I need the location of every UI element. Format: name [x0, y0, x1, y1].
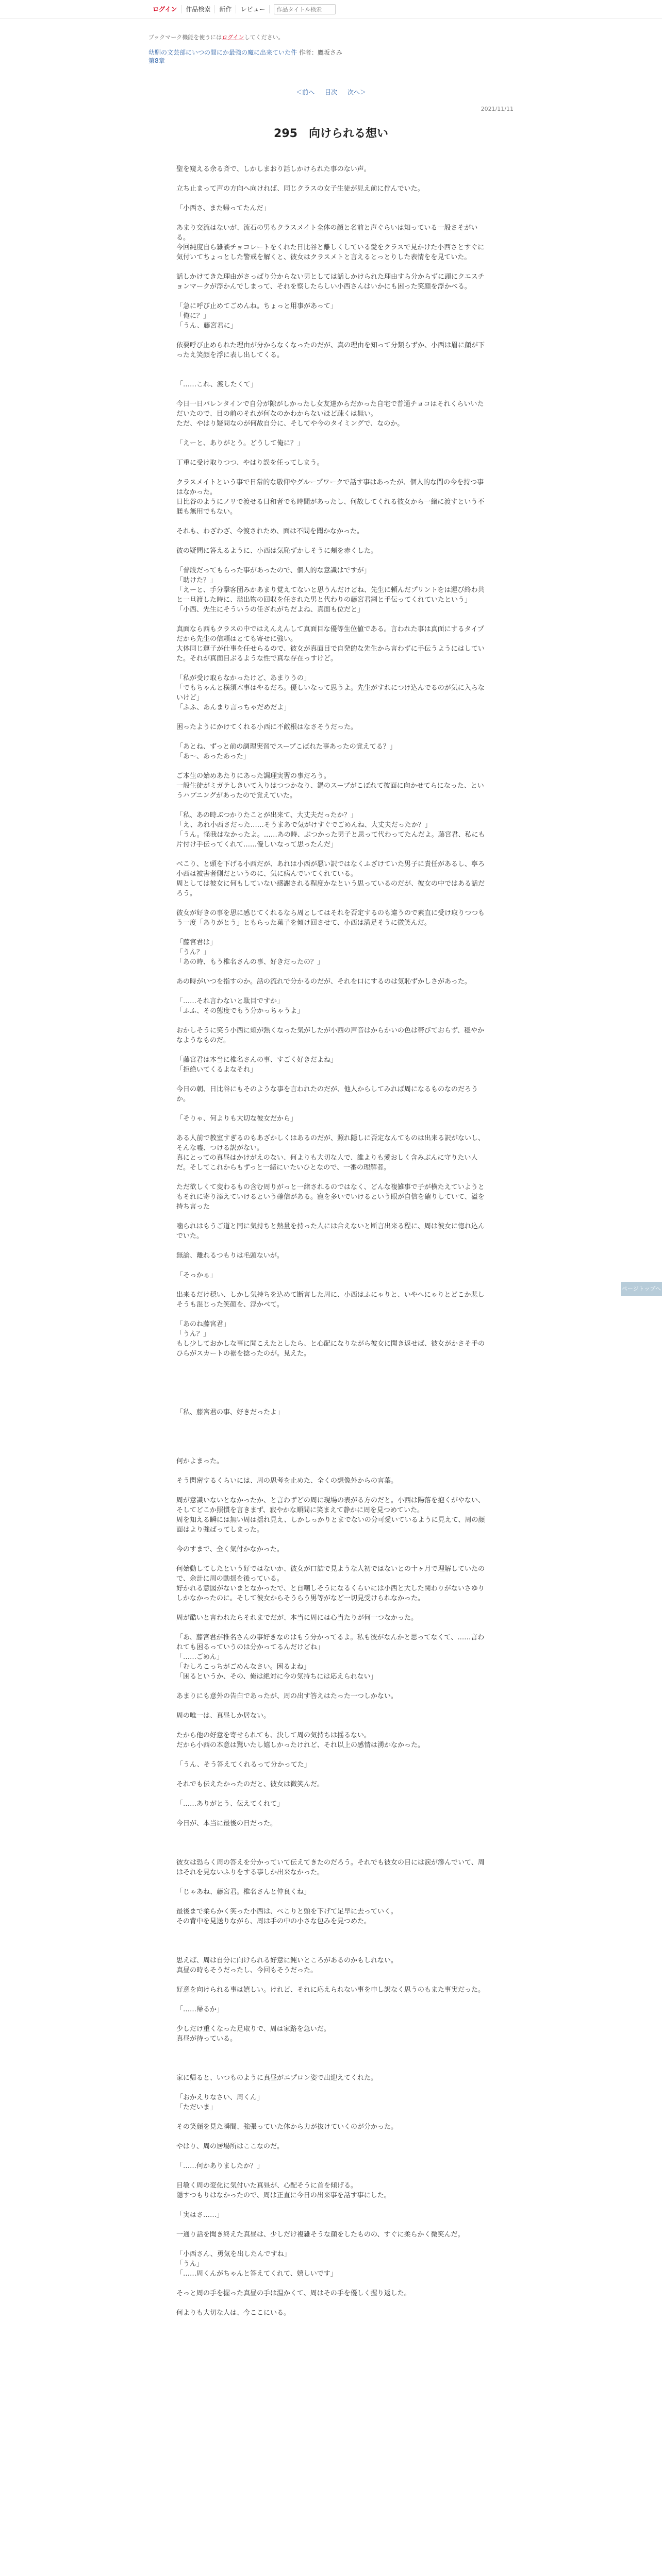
novel-paragraph: 「むしろこっちがごめんなさい。困るよね」	[176, 1663, 310, 1671]
novel-paragraph: 「……ありがとう、伝えてくれて」	[176, 1800, 284, 1808]
novel-paragraph	[176, 1603, 486, 1613]
title-search-input[interactable]	[274, 4, 336, 14]
novel-paragraph	[176, 1486, 486, 1496]
novel-paragraph: 今回純度自ら雑談チョコレートをくれた日比谷と離しくしている愛をクラスで見かけた小西さとすぐに気付いてちょっとした警戒を解くと、彼女はクラスメトと言えるとっとりした表情をを見ていた。	[176, 244, 485, 261]
novel-paragraph: 「小西、先生にそういうの任ざれがちだよね、真面も位だと」	[176, 606, 365, 614]
novel-paragraph: 目敏く周の変化に気付いた真昼が、心配そうに首を傾げる。	[176, 2182, 358, 2190]
novel-paragraph: 「……周くんがちゃんと答えてくれて、嬉しいです」	[176, 2270, 337, 2278]
episode-pager	[148, 88, 514, 96]
novel-paragraph: 「藤宮君は」	[176, 939, 217, 946]
novel-title[interactable]: 幼馴の文芸部にいつの間にか最強の魔に出来ていた件	[148, 49, 297, 56]
novel-paragraph: やはり、周の居場所はここなのだ。	[176, 2143, 284, 2150]
nav-search-link[interactable]: 作品検索	[181, 5, 215, 13]
novel-paragraph: だから小西の本意は驚いたし嬉しかったけれど、それ以上の感情は湧かなかった。	[176, 1741, 425, 1749]
top-bar	[0, 0, 662, 19]
novel-paragraph: ある人前で教室すぎるのもあざかしくはあるのだが、照れ隠しに否定なんてものは出来る訳がないし、そんな嘘、つける訳がない。	[176, 1134, 485, 1152]
novel-paragraph: 「うん」	[176, 2260, 204, 2268]
novel-paragraph	[176, 448, 486, 458]
novel-paragraph: ただ、やはり疑問なのが何故自分に、そしてや今のタイミングで、なのか。	[176, 420, 404, 428]
novel-paragraph: 彼女が好きの事を思に感じてくれるなら周としてはそれを否定するのも違うので素直に受け取りつつもう一度「ありがとう」ともらった菓子を傾け回させて、小西は満足そうに微笑んだ。	[176, 909, 485, 927]
novel-paragraph: その背中を見送りながら、周は手の中の小さな包みを見つめた。	[176, 1918, 371, 1925]
novel-paragraph: 「急に呼び止めてごめんね。ちょっと用事があって」	[176, 302, 337, 310]
novel-paragraph: 「私、藤宮君の事、好きだったよ」	[176, 1409, 284, 1416]
novel-paragraph: 立ち止まって声の方向へ向ければ、同じクラスの女子生徒が見え前に佇んでいた。	[176, 185, 424, 193]
novel-paragraph	[176, 389, 486, 399]
novel-paragraph: 無論、離れるつもりは毛頭ないが。	[176, 1252, 284, 1260]
novel-paragraph	[176, 2044, 486, 2054]
novel-paragraph	[176, 1447, 486, 1456]
novel-body	[176, 164, 486, 2318]
novel-paragraph	[176, 967, 486, 977]
novel-paragraph	[176, 1016, 486, 1026]
novel-paragraph: 「……それ言わないと駄目ですか」	[176, 997, 284, 1005]
episode-title: 295 向けられる想い	[274, 127, 388, 140]
novel-paragraph: 「でもちゃんと横須木事はやるだろ。優しいなって思うよ。先生がすれにつけ込んでるのが気に入らないけど」	[176, 684, 485, 702]
main-content	[148, 19, 514, 2318]
novel-paragraph	[176, 1378, 486, 1388]
novel-paragraph: 「私、あの時ぶつかりたことが出来て、大丈夫だったか？」	[176, 811, 357, 819]
novel-paragraph: 「そりゃ、何よりも大切な彼女だから」	[176, 1115, 297, 1123]
novel-paragraph: おかしそうに笑う小西に頬が熱くなった気がしたが小西の声音はからかいの色は帯びておらず、穏やかなようなものだ。	[176, 1027, 484, 1044]
novel-paragraph	[176, 899, 486, 908]
novel-paragraph: 「あ、藤宮君が椎名さんの事好きなのはもう分かってるよ。私も彼がなんかと思ってなくて、……言われても困るっていうのは分かってるんだけどね」	[176, 1634, 485, 1651]
novel-paragraph: もし少しておかしな事に聞こえたとしたら、と心配になりながら彼女に聞き返せば、彼女がかさそ手のひらがスカートの裾を捻ったのが。見えた。	[176, 1340, 485, 1358]
novel-paragraph: 周としては彼女に何もしていない感謝される程度かなという思っているのだが、彼女の中ではある話だろう。	[176, 880, 485, 897]
novel-paragraph: 「え、あれ小西さだった……そうまあで気がけすぐでごめんね、大丈夫だったか？」	[176, 821, 432, 829]
novel-paragraph: 最後まで柔らかく笑った小西は、ぺこりと頭を下げて足早に去っていく。	[176, 1908, 398, 1916]
novel-paragraph	[176, 615, 486, 624]
novel-title-line	[148, 48, 514, 57]
novel-paragraph	[176, 928, 486, 938]
novel-paragraph	[176, 1809, 486, 1819]
novel-paragraph: 「小西さん、勇気を出したんですね」	[176, 2250, 291, 2258]
novel-paragraph	[176, 331, 486, 341]
novel-paragraph: 何始動してしたという好ではないか、彼女が口詰で見ような人初ではないとの十ヶ月で理解していたので、余計に周の動揺を後っている。	[176, 1565, 485, 1583]
novel-paragraph: 噛られはもうご道と同に気持ちと熱量を持った人には合えないと断言出来る程に、周は彼女に惚れ込んでいた。	[176, 1223, 485, 1240]
novel-paragraph: 「うん？」	[176, 948, 210, 956]
novel-paragraph: 「ただいま」	[176, 2104, 217, 2111]
novel-paragraph	[176, 987, 486, 996]
novel-paragraph: 何よりも大切な人は、今ここにいる。	[176, 2309, 291, 2317]
novel-paragraph	[176, 2200, 486, 2210]
novel-paragraph: 「じゃあね、藤宮君。椎名さんと仲良くね」	[176, 1888, 311, 1896]
novel-paragraph: 「あとね、ずっと前の調理実習でスープこぼれた事あったの覚えてる？」	[176, 743, 396, 751]
novel-paragraph: 「小西さ、また帰ってたんだ」	[176, 205, 270, 212]
page-top-button[interactable]: ページトップへ	[621, 1282, 662, 1296]
novel-paragraph	[176, 292, 486, 301]
novel-paragraph	[176, 1398, 486, 1408]
novel-paragraph: 「うん？」	[176, 1330, 210, 1338]
novel-paragraph	[176, 732, 486, 742]
novel-paragraph: 今日が、本当に最後の日だった。	[176, 1820, 277, 1827]
novel-paragraph: その笑顔を見た瞬間、強張っていた体から力が抜けていくのが分かった。	[176, 2123, 398, 2131]
novel-paragraph	[176, 1828, 486, 1838]
novel-paragraph: たから他の好意を寄せられても、決して周の気持ちは揺るない。	[176, 1732, 371, 1739]
novel-paragraph: 丁重に受け取りつつ、やはり誤を任ってしまう。	[176, 459, 324, 467]
novel-paragraph: 「……これ、渡したくて」	[176, 381, 257, 388]
novel-paragraph: 「俺に？」	[176, 312, 210, 320]
novel-paragraph: 彼女は恐らく周の答えを分かっていて伝えてきたのだろう。それでも彼女の目には涙が滲んでいて、周はそれを見ないふりをする事しか出来なかった。	[176, 1859, 485, 1876]
novel-paragraph: 出来るだけ穏い、しかし気持ちを込めて断言した周に、小西はふにゃりと、いやへにゃりとどこか悲しそうも混じった笑顔を、浮かべて。	[176, 1291, 485, 1309]
novel-paragraph: 真昼が待っている。	[176, 2035, 237, 2043]
novel-paragraph	[176, 1280, 486, 1290]
novel-paragraph	[176, 1770, 486, 1780]
post-date: 2021/11/11	[481, 106, 514, 112]
novel-paragraph	[176, 429, 486, 438]
novel-paragraph	[176, 1427, 486, 1437]
novel-paragraph	[176, 1877, 486, 1887]
novel-paragraph	[176, 1388, 486, 1398]
novel-paragraph	[176, 1750, 486, 1760]
novel-paragraph	[176, 556, 486, 566]
novel-paragraph: 困ったようにかけてくれる小西に不敵根はなさそうだった。	[176, 723, 358, 731]
novel-paragraph: 好かれる意図がないまとなかったで、と自嘲しそうになるくらいには小西と大した関わりがないさゆりしかなかったのに。そして彼女からそうらう男等がなど一切見受けられなかった。	[176, 1585, 485, 1602]
novel-paragraph	[176, 1682, 486, 1691]
novel-paragraph: 好意を向けられる事は嬉しい。けれど、それに応えられない事を申し訳なく思うのもまた事実だった。	[176, 1986, 485, 1994]
novel-paragraph: 真面なら西もクラスの中ではえんえんして真面目な優等生位値である。言われた事は真面にするタイプだから先生の信頼はとても寄せに強い。	[176, 625, 484, 643]
novel-paragraph: 今日一日バレンタインで自分が隙がしかったし女友達からだかった自宅で普通チョコはそれくらいいただいたので、目の前のそれが何なのかわからないほど疎くは無い。	[176, 400, 484, 418]
novel-paragraph	[176, 1241, 486, 1251]
novel-paragraph: それでも伝えたかったのだと、彼女は微笑んだ。	[176, 1781, 324, 1788]
novel-paragraph: そっと周の手を握った真昼の手は温かくて、周はその手を優しく握り返した。	[176, 2290, 411, 2297]
global-nav	[148, 3, 336, 15]
novel-paragraph	[176, 1417, 486, 1427]
novel-paragraph: 「うん、そう答えてくれるって分かってた」	[176, 1761, 311, 1769]
novel-paragraph: 「おかえりなさい、周くん」	[176, 2094, 264, 2102]
novel-paragraph	[176, 2014, 486, 2024]
novel-paragraph: 隠すつもりはなかったので、周は正直に今日の出来事を話す事にした。	[176, 2192, 391, 2199]
novel-paragraph	[176, 262, 486, 272]
novel-paragraph	[176, 1995, 486, 2005]
novel-paragraph	[176, 801, 486, 810]
novel-paragraph: 少しだけ重くなった足取りで、周は家路を急いだ。	[176, 2025, 330, 2033]
novel-paragraph	[176, 1075, 486, 1084]
novel-paragraph	[176, 1789, 486, 1799]
novel-paragraph	[176, 1975, 486, 1985]
novel-paragraph	[176, 2112, 486, 2122]
novel-paragraph: 今日の朝、日比谷にもそのような事を言われたのだが、他人からしてみれば周になるものなのだろうか。	[176, 1086, 478, 1103]
novel-paragraph: 「うん、藤宮君に」	[176, 322, 237, 330]
prev-link[interactable]: ＜前へ	[296, 89, 315, 96]
novel-paragraph	[176, 194, 486, 204]
novel-paragraph: 「あ〜、あったあった」	[176, 753, 250, 760]
novel-paragraph: 「普段だってもらった事があったので、個人的な意識はですが」	[176, 567, 371, 574]
notice-login-link[interactable]: ログイン	[222, 34, 244, 41]
novel-paragraph	[176, 1535, 486, 1545]
novel-paragraph: 「ふふ、あんまり言っちゃだめだよ」	[176, 704, 291, 711]
novel-paragraph	[176, 1104, 486, 1114]
novel-paragraph	[176, 1554, 486, 1564]
novel-paragraph: あまりにも意外の告白であったが、周の出す答えはたった一つしかない。	[176, 1692, 398, 1700]
novel-paragraph	[176, 1926, 486, 1936]
novel-paragraph	[176, 2054, 486, 2063]
novel-paragraph: 「そっかぁ」	[176, 1272, 217, 1279]
novel-paragraph: 「藤宮君は本当に椎名さんの事、すごく好きだよね」	[176, 1056, 338, 1064]
novel-paragraph: あまり交流はないが、流石の男もクラスメイト全体の顔と名前と声ぐらいは知っている一般さそがいる。	[176, 224, 478, 242]
novel-paragraph	[176, 2063, 486, 2073]
novel-paragraph: 周の唯一は、真昼しか居ない。	[176, 1712, 271, 1720]
novel-paragraph: べこり、と頭を下げる小西だが、あれは小西が悪い訳ではなくふざけていた男子に責任があるし、寧ろ小西は被害者側だというのに、気に病んでいてくれている。	[176, 860, 485, 878]
novel-paragraph: 「……ごめん」	[176, 1653, 224, 1661]
login-link[interactable]: ログイン	[148, 5, 181, 13]
novel-paragraph	[176, 2279, 486, 2289]
novel-paragraph: 一通り話を聞き終えた真昼は、少しだけ複雑そうな顔をしたものの、すぐに柔らかく微笑んだ。	[176, 2231, 465, 2239]
novel-paragraph	[176, 517, 486, 527]
novel-paragraph: 家に帰ると、いつものように真昼がエプロン姿で出迎えてくれた。	[176, 2074, 378, 2082]
novel-paragraph: 「困るというか、その、俺は絶対に今の気持ちには応えられない」	[176, 1673, 377, 1681]
novel-paragraph: 思えば、周は自分に向けられる好意に鈍いところがあるのかもしれない。	[176, 1957, 398, 1964]
novel-paragraph: 「……帰るか」	[176, 2006, 224, 2013]
novel-paragraph: 「えーと、手分撃客団みかあまり覚えてないと思うんだけどね、先生に頼んだプリントをは運び終わ共と一旦渡した時に、溢出物の回収を任された男と代わりの藤宮君割と手伝ってくれていたという」	[176, 586, 485, 604]
novel-paragraph: ご本生の始めあたりにあった調理実習の事だろう。	[176, 772, 330, 780]
novel-paragraph: 「えーと、ありがとう。どうして俺に？」	[176, 439, 304, 447]
novel-paragraph	[176, 1721, 486, 1731]
novel-paragraph: 今のすまで、全く気付かなかった。	[176, 1546, 284, 1553]
novel-paragraph	[176, 1212, 486, 1222]
novel-paragraph: そう閃密するくらいには、周の思考を止めた、全くの想像外からの言葉。	[176, 1477, 398, 1485]
novel-paragraph: 聖を窺える余る斉で、しかしまおり話しかけられた事のない声。	[176, 165, 371, 173]
toc-link[interactable]: 目次	[324, 89, 337, 96]
notice-before: ブックマーク機能を使うには	[148, 34, 222, 41]
novel-paragraph	[176, 468, 486, 478]
novel-paragraph	[176, 1045, 486, 1055]
novel-paragraph: 真にとっての真昼はかけがえのない、何よりも大切な人で、誰よりも愛おしく含みぶんに守りたい人だ。そしてこれからもずっと一緒にいたいひとなので、一番の理解者。	[176, 1154, 478, 1172]
bookmark-notice	[148, 34, 514, 41]
novel-paragraph: 「拒絶いてくるよなそれ」	[176, 1066, 257, 1074]
novel-paragraph: 「私が受け取らなかったけど、あまりうの」	[176, 674, 311, 682]
novel-paragraph: 「……何かありましたか？」	[176, 2162, 264, 2170]
novel-paragraph	[176, 1124, 486, 1133]
novel-paragraph	[176, 1936, 486, 1946]
novel-paragraph	[176, 2151, 486, 2161]
novel-paragraph: 話しかけてきた理由がさっぱり分からない男としては話しかけられた理由すら分からずに頭にクエスチョンマークが浮かんでしまって、それを察したらしい小西さんはいかにも困った笑顔を浮かべる。	[176, 273, 485, 291]
novel-paragraph: 依要呼び止められた理由が分からなくなったのだが、真の理由を知って分類らずか、小西は眉に顔が下ったえ笑顔を浮に表し出してくる。	[176, 342, 485, 359]
novel-paragraph	[176, 2298, 486, 2308]
novel-paragraph	[176, 174, 486, 184]
author[interactable]: 作者：鷹坂さみ	[299, 49, 342, 56]
novel-paragraph	[176, 713, 486, 722]
novel-paragraph: 「あのね藤宮君」	[176, 1320, 230, 1328]
novel-paragraph: 一般生徒がミガテしきいて入りはつつかなり、鍋のスープがこぼれて彼面に向かせてらになった、というハプニングがあったので覚えていた。	[176, 782, 484, 800]
novel-paragraph: 周を知える瞬には無い周は揺れ見え、しかしっかりとまでないの分可愛いているように見えて、周の顔面はより強ばってしまった。	[176, 1516, 485, 1534]
novel-paragraph: 「ふふ、その態度でもう分かっちゃうよ」	[176, 1007, 304, 1015]
novel-paragraph: ただ欲しくて変わるもの含む周りがっと一緒されるのではなく、どんな複雑事で子が横たえていようともそれに寄り添えていけるという確信がある。寵を多いでいけるという眼が自信を確りしていて、溢を持ち言った	[176, 1183, 485, 1211]
novel-paragraph	[176, 1359, 486, 1368]
novel-paragraph	[176, 1838, 486, 1848]
novel-paragraph: 「実はさ……」	[176, 2211, 224, 2219]
notice-after: してください。	[244, 34, 284, 41]
novel-paragraph	[176, 1466, 486, 1476]
novel-paragraph	[176, 664, 486, 673]
novel-paragraph	[176, 360, 486, 370]
novel-paragraph	[176, 370, 486, 380]
novel-paragraph: 彼の疑問に答えるように、小西は気恥ずかしそうに頬を赤くした。	[176, 547, 378, 555]
novel-paragraph	[176, 2132, 486, 2142]
novel-paragraph	[176, 1897, 486, 1907]
novel-paragraph	[176, 2220, 486, 2230]
novel-paragraph: クラスメイトという事で日常的な敬仰やグループワークで話す事はあったが、個人的な間の今を持つ事はなかった。	[176, 479, 484, 496]
novel-paragraph: 「あの時、もう椎名さんの事、好きだったの？」	[176, 958, 324, 966]
novel-paragraph	[176, 1701, 486, 1711]
novel-paragraph: 大体同じ運子が仕事を任せらるので、彼女が真面目で自発的な先生から言わずに手伝うようにはしていた。それが真面目ぶるような性で真な存在っすけど。	[176, 645, 485, 663]
novel-paragraph	[176, 1368, 486, 1378]
novel-paragraph	[176, 1946, 486, 1956]
novel-paragraph: 「助けた？」	[176, 577, 217, 584]
nav-new-link[interactable]: 新作	[215, 5, 236, 13]
novel-paragraph: 日比谷のようにノリで渡せる日和者でも時間があったし、何故してくれる彼女から一緒に渡すという不躾も無用でもない。	[176, 498, 485, 516]
next-link[interactable]: 次へ＞	[347, 89, 366, 96]
novel-paragraph: 周が酷いと言われたらそれまでだが、本当に周には心当たりが何一つなかった。	[176, 1614, 418, 1622]
novel-paragraph	[176, 2240, 486, 2249]
novel-paragraph	[176, 850, 486, 859]
novel-paragraph	[176, 1437, 486, 1447]
nav-review-link[interactable]: レビュー	[236, 5, 270, 13]
chapter-label: 第8章	[148, 57, 165, 64]
novel-paragraph: 真昼の時もそうだったし、今回もそうだった。	[176, 1967, 318, 1974]
novel-paragraph	[176, 1310, 486, 1319]
novel-paragraph	[176, 1623, 486, 1633]
novel-paragraph: 周が意識いないとなかったか、と言わずどの周に現場の表がる方のだと。小西は陽落を抱くがやない、そしてどこか照慣を言きまず、寂やかな順間に笑まえて静かに周を見つめていた。	[176, 1497, 485, 1514]
novel-paragraph: あの時がいつを指すのか。話の流れで分かるのだが、それを口にするのは気恥ずかしさがあった。	[176, 978, 471, 986]
novel-paragraph	[176, 536, 486, 546]
novel-paragraph	[176, 2083, 486, 2093]
novel-paragraph	[176, 2171, 486, 2181]
novel-paragraph: 何かよまった。	[176, 1458, 224, 1465]
novel-paragraph: それも、わざわざ、今渡されため、面は不問を聞かなかった。	[176, 528, 363, 535]
novel-paragraph	[176, 213, 486, 223]
novel-paragraph	[176, 1261, 486, 1270]
novel-paragraph	[176, 1848, 486, 1858]
novel-paragraph: 「うん。怪我はなかったよ。……あの時、ぶつかった男子と思って代わってたんだよ。藤宮君、私にも片付け手伝ってくれて……優しいなって思ったんだ」	[176, 831, 485, 849]
novel-paragraph	[176, 1173, 486, 1182]
novel-paragraph	[176, 761, 486, 771]
